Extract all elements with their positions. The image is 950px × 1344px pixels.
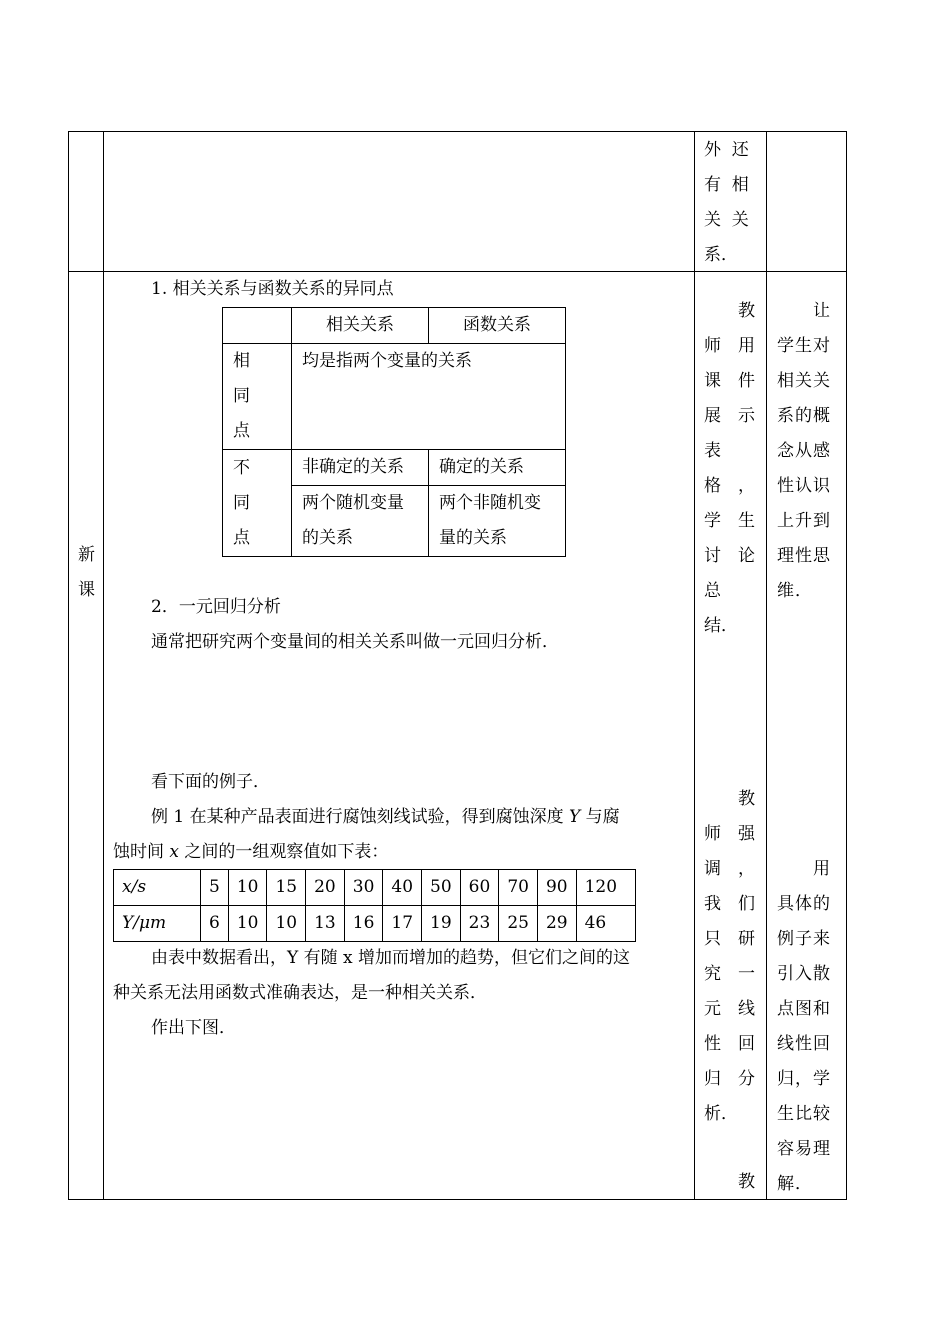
section-label: 新 课 <box>78 545 95 600</box>
table-cell: 60 <box>460 870 499 906</box>
table-cell: 5 <box>201 870 229 906</box>
table-cell: 17 <box>383 906 422 942</box>
table-cell: 70 <box>499 870 538 906</box>
method-block-2: 教 师 强 调 ， 我 们 只 研 究 一 元 线 性 回 归 分 析． <box>704 789 755 1124</box>
table-cell: 23 <box>460 906 499 942</box>
diff-cell: 确定的关系 <box>429 450 566 486</box>
table-cell: 19 <box>422 906 461 942</box>
table-cell: 46 <box>576 906 635 942</box>
table-cell: 10 <box>228 906 267 942</box>
table-row <box>114 870 636 906</box>
col-divider-2 <box>694 131 695 1200</box>
table-cell: 20 <box>306 870 345 906</box>
table-cell: 10 <box>228 870 267 906</box>
table-cell: 30 <box>344 870 383 906</box>
example-line-1: 例 1 在某种产品表面进行腐蚀刻线试验，得到腐蚀深度 Y 与腐 <box>151 807 620 827</box>
table-row <box>114 906 636 942</box>
same-text: 均是指两个变量的关系 <box>292 344 566 450</box>
table-cell: 25 <box>499 906 538 942</box>
method-block-3: 教 <box>704 1172 755 1192</box>
row-label: Y/μm <box>114 906 201 942</box>
heading-2: 2．一元回归分析 <box>151 597 281 617</box>
table-cell: 120 <box>576 870 635 906</box>
paragraph-3-line-1: 由表中数据看出，Y 有随 x 增加而增加的趋势，但它们之间的这 <box>151 948 631 968</box>
table-cell: 90 <box>537 870 576 906</box>
table-cell: 13 <box>306 906 345 942</box>
table-cell: 15 <box>267 870 306 906</box>
method-block-1: 教 师 用 课 件 展 示 表 格 ， 学 生 讨 论 总 结． <box>704 301 755 636</box>
paragraph-3-line-2: 种关系无法用函数式准确表达，是一种相关关系． <box>113 983 487 1003</box>
table-cell: 6 <box>201 906 229 942</box>
table-cell: 10 <box>267 906 306 942</box>
purpose-block-1: 让 学生对 相关关 系的概 念从感 性认识 上升到 理性思 维． <box>777 301 831 601</box>
col-divider-3 <box>766 131 767 1200</box>
compare-table <box>222 307 566 557</box>
heading-1: 1. 相关关系与函数关系的异同点 <box>151 279 394 299</box>
table-cell: 16 <box>344 906 383 942</box>
same-label: 相 同 点 <box>223 344 292 450</box>
data-table <box>113 869 636 942</box>
paragraph-2: 看下面的例子． <box>151 772 270 792</box>
paragraph-1: 通常把研究两个变量间的相关关系叫做一元回归分析． <box>151 632 559 652</box>
table-cell: 29 <box>537 906 576 942</box>
col-divider-1 <box>103 131 104 1200</box>
row-label: x/s <box>114 870 201 906</box>
example-line-2: 蚀时间 x 之间的一组观察值如下表： <box>113 842 389 862</box>
diff-cell: 两个非随机变 量的关系 <box>429 486 566 557</box>
table-cell: 50 <box>422 870 461 906</box>
table-cell: 40 <box>383 870 422 906</box>
purpose-block-2: 用 具体的 例子来 引入散 点图和 线性回 归，学 生比较 容易理 解． <box>777 859 831 1194</box>
paragraph-4: 作出下图． <box>151 1018 236 1038</box>
compare-header-function: 函数关系 <box>429 308 566 344</box>
top-row-method: 外 还 有 相 关 关 系． <box>704 140 749 265</box>
compare-header-related: 相关关系 <box>292 308 429 344</box>
diff-cell: 非确定的关系 <box>292 450 429 486</box>
diff-label: 不 同 点 <box>223 450 292 557</box>
diff-cell: 两个随机变量 的关系 <box>292 486 429 557</box>
